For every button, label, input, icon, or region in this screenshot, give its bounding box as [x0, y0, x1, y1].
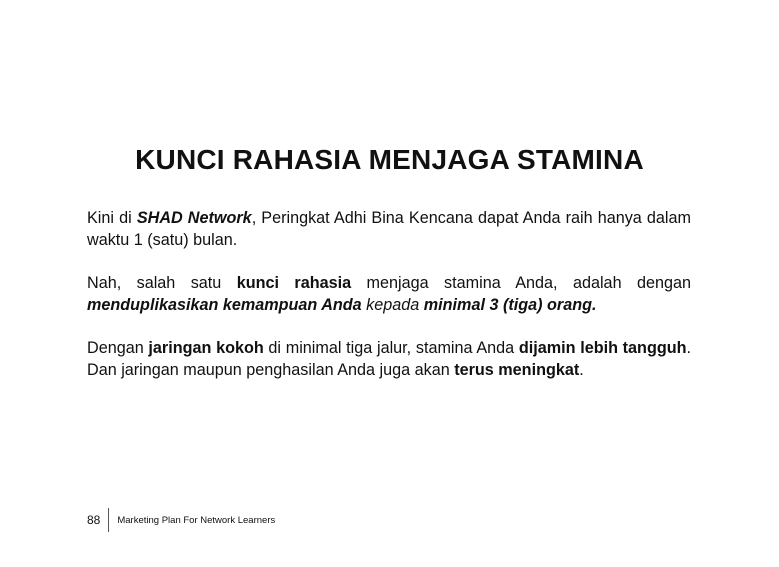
paragraph-1 [87, 207, 691, 251]
footer-divider [108, 508, 109, 532]
text-run: menjaga stamina Anda, adalah dengan [351, 274, 691, 292]
page-title: KUNCI RAHASIA MENJAGA STAMINA [135, 144, 644, 175]
italic-text: kepada [361, 296, 424, 314]
text-run: Dengan [87, 339, 149, 357]
footer-text: Marketing Plan For Network Learners [117, 514, 276, 526]
text-run: . Dan jaringan maupun penghasilan Anda juga akan [87, 339, 692, 379]
text-run: Nah, salah satu [87, 274, 237, 292]
paragraph-3 [87, 337, 691, 381]
text-run: Kini di [87, 209, 137, 227]
page-footer [87, 508, 275, 532]
body-text [87, 207, 691, 402]
bold-emphasis: dijamin lebih tangguh [518, 339, 687, 357]
text-run: di minimal tiga jalur, stamina Anda [263, 339, 519, 357]
bold-emphasis: jaringan kokoh [148, 339, 264, 357]
bold-emphasis: terus meningkat [454, 361, 580, 379]
text-run: , Peringkat Adhi Bina Kencana dapat Anda raih hanya dalam waktu 1 (satu) bulan. [87, 209, 692, 249]
bold-italic-emphasis: minimal 3 (tiga) orang. [423, 296, 597, 314]
bold-emphasis: kunci rahasia [236, 274, 352, 292]
page-number: 88 [87, 513, 101, 527]
brand-name-emphasis: SHAD Network [136, 209, 252, 227]
paragraph-2 [87, 272, 691, 316]
text-run: . [579, 361, 584, 379]
bold-italic-emphasis: menduplikasikan kemampuan Anda [87, 296, 362, 314]
